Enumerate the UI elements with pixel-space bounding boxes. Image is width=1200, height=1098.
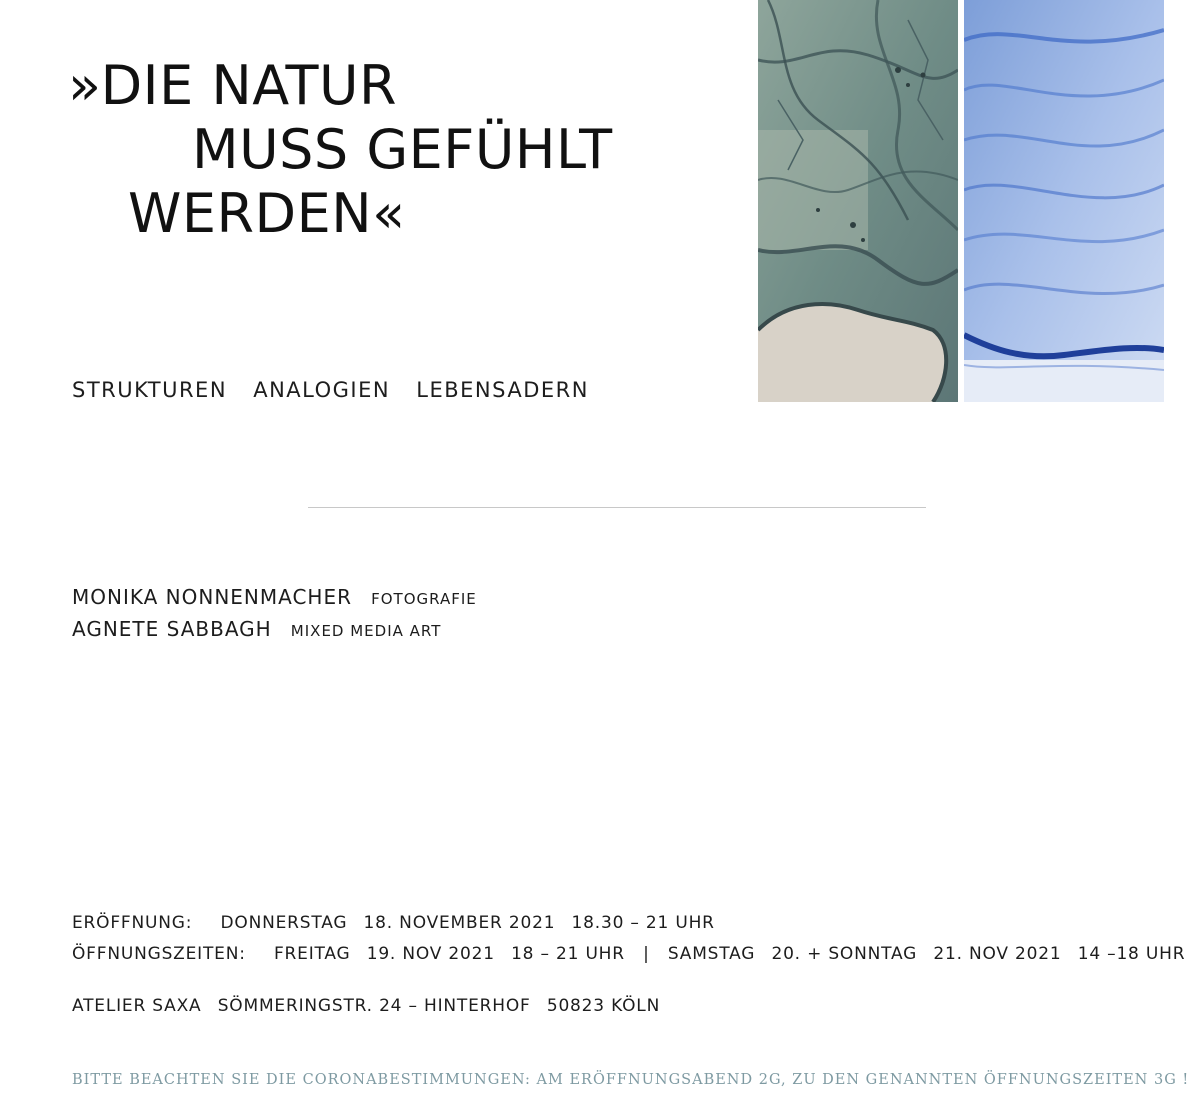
artist-agnete <box>72 617 441 641</box>
subtitle-item-analogien: ANALOGIEN <box>253 378 391 402</box>
artwork-image-water <box>964 0 1164 402</box>
subtitle-item-lebensadern: LEBENSADERN <box>416 378 589 402</box>
artist-role: FOTOGRAFIE <box>371 590 477 608</box>
hours-time1: 18 – 21 UHR <box>511 944 625 964</box>
street-address: SÖMMERINGSTR. 24 – HINTERHOF <box>217 996 531 1016</box>
opening-label: ERÖFFNUNG: <box>72 913 193 933</box>
address-info <box>72 996 660 1016</box>
title-line-1: »DIE NATUR <box>68 54 398 117</box>
title-line-3: WERDEN« <box>128 182 406 245</box>
hours-date3: 21. NOV 2021 <box>933 944 1062 964</box>
hours-date2: 20. + SONNTAG <box>771 944 918 964</box>
city-postal: 50823 KÖLN <box>546 996 661 1016</box>
opening-info <box>72 913 715 933</box>
hours-label: ÖFFNUNGSZEITEN: <box>72 944 246 964</box>
subtitle-item-strukturen: STRUKTUREN <box>72 378 228 402</box>
hours-day1: FREITAG <box>273 944 351 964</box>
artist-name: MONIKA NONNENMACHER <box>72 585 353 609</box>
venue-name: ATELIER SAXA <box>72 996 202 1016</box>
hours-time2: 14 –18 UHR <box>1077 944 1186 964</box>
opening-date: 18. NOVEMBER 2021 <box>363 913 556 933</box>
hours-separator: | <box>643 944 650 964</box>
hours-day2: SAMSTAG <box>667 944 756 964</box>
opening-hours-info <box>72 944 1185 964</box>
divider-line <box>308 507 926 508</box>
hours-date1: 19. NOV 2021 <box>366 944 495 964</box>
opening-time: 18.30 – 21 UHR <box>571 913 715 933</box>
artist-name: AGNETE SABBAGH <box>72 617 272 641</box>
title-line-2: MUSS GEFÜHLT <box>192 118 613 181</box>
artwork-image-structure <box>758 0 958 402</box>
artist-role: MIXED MEDIA ART <box>290 622 442 640</box>
artist-monika <box>72 585 477 609</box>
subtitle <box>72 378 607 402</box>
corona-notice: BITTE BEACHTEN SIE DIE CORONABESTIMMUNGEN: AM ERÖFFNUNGSABEND 2G, ZU DEN GENANNTEN ÖFFNUNGSZEITEN 3G ! <box>72 1072 1190 1088</box>
artwork-images <box>758 0 1164 402</box>
opening-day: DONNERSTAG <box>220 913 348 933</box>
